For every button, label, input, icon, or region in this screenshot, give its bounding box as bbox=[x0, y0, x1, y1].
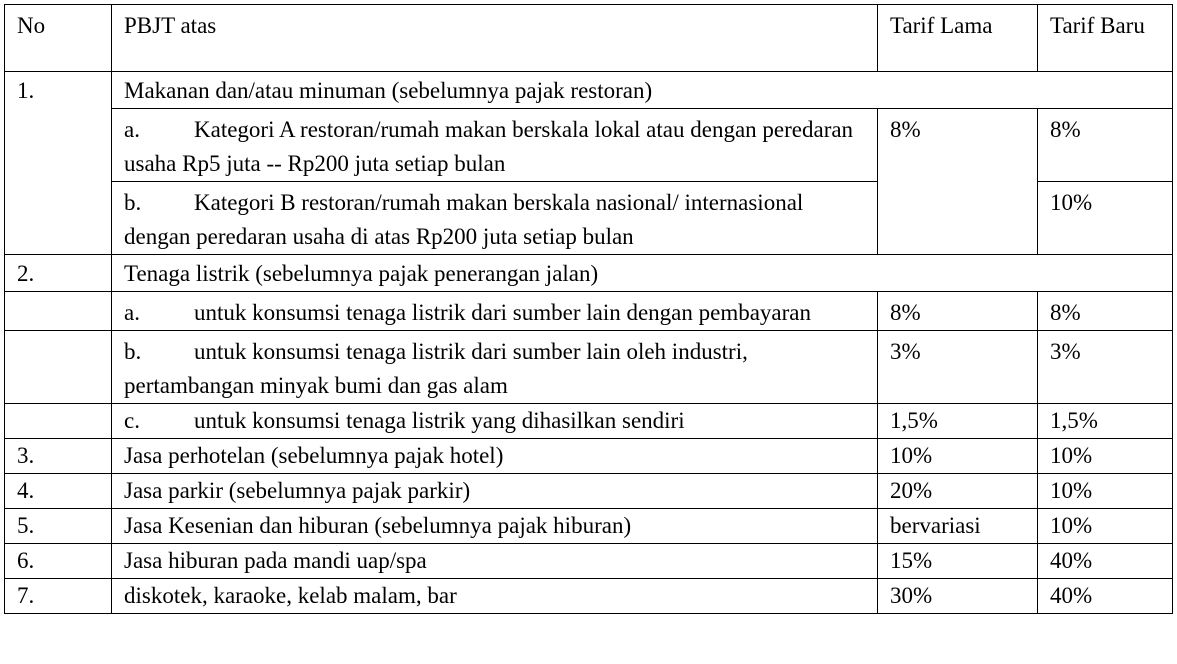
tarif-lama-cell: 10% bbox=[878, 439, 1038, 474]
row-number: 2. bbox=[5, 255, 112, 292]
table-row bbox=[5, 439, 1173, 474]
subitem-text: Kategori A restoran/rumah makan berskala lokal atau dengan peredaran usaha Rp5 juta -- Rp200 juta setiap bulan bbox=[124, 117, 854, 176]
row-number-empty bbox=[5, 331, 112, 404]
table-row bbox=[5, 72, 1173, 109]
tarif-lama-cell: 30% bbox=[878, 579, 1038, 614]
header-row bbox=[5, 5, 1173, 72]
tarif-baru-cell: 10% bbox=[1038, 474, 1173, 509]
row-number: 3. bbox=[5, 439, 112, 474]
subitem-letter: a. bbox=[124, 117, 140, 142]
subitem-text: untuk konsumsi tenaga listrik dari sumber lain oleh industri, pertambangan minyak bumi dan gas alam bbox=[124, 339, 748, 398]
row-number: 5. bbox=[5, 509, 112, 544]
subitem-description bbox=[112, 182, 878, 255]
row-number: 7. bbox=[5, 579, 112, 614]
subitem-text: Kategori B restoran/rumah makan berskala nasional/ internasional dengan peredaran usaha di atas Rp200 juta setiap bulan bbox=[124, 190, 804, 249]
subitem-letter: b. bbox=[124, 190, 142, 215]
subitem-description bbox=[112, 331, 878, 404]
table-row bbox=[5, 544, 1173, 579]
tarif-lama-cell: 1,5% bbox=[878, 404, 1038, 439]
table-row bbox=[5, 474, 1173, 509]
header-no: No bbox=[5, 5, 112, 72]
subitem-text: untuk konsumsi tenaga listrik dari sumber lain dengan pembayaran bbox=[194, 300, 812, 325]
subitem-description bbox=[112, 109, 878, 182]
tarif-baru-cell: 8% bbox=[1038, 292, 1173, 331]
row-number: 6. bbox=[5, 544, 112, 579]
tarif-baru-cell: 40% bbox=[1038, 544, 1173, 579]
subitem-letter: a. bbox=[124, 300, 140, 325]
item-description: Jasa parkir (sebelumnya pajak parkir) bbox=[112, 474, 878, 509]
table-row bbox=[5, 404, 1173, 439]
item-description: diskotek, karaoke, kelab malam, bar bbox=[112, 579, 878, 614]
tarif-lama-cell: bervariasi bbox=[878, 509, 1038, 544]
subitem-text: untuk konsumsi tenaga listrik yang dihasilkan sendiri bbox=[194, 408, 685, 433]
tarif-lama-cell: 8% bbox=[878, 292, 1038, 331]
tarif-lama-cell: 8% bbox=[878, 109, 1038, 255]
tarif-baru-cell: 40% bbox=[1038, 579, 1173, 614]
table-row bbox=[5, 255, 1173, 292]
tarif-lama-cell: 20% bbox=[878, 474, 1038, 509]
tarif-lama-cell: 3% bbox=[878, 331, 1038, 404]
category-title: Tenaga listrik (sebelumnya pajak penerangan jalan) bbox=[112, 255, 1173, 292]
row-number-empty bbox=[5, 292, 112, 331]
tarif-lama-cell: 15% bbox=[878, 544, 1038, 579]
item-description: Jasa hiburan pada mandi uap/spa bbox=[112, 544, 878, 579]
tarif-baru-cell: 10% bbox=[1038, 439, 1173, 474]
table-row bbox=[5, 109, 1173, 182]
row-number: 1. bbox=[5, 72, 112, 255]
header-pbjt: PBJT atas bbox=[112, 5, 878, 72]
item-description: Jasa Kesenian dan hiburan (sebelumnya pajak hiburan) bbox=[112, 509, 878, 544]
tarif-baru-cell: 3% bbox=[1038, 331, 1173, 404]
tarif-pbjt-table bbox=[4, 4, 1173, 614]
table-row bbox=[5, 579, 1173, 614]
header-tarif-baru: Tarif Baru bbox=[1038, 5, 1173, 72]
header-tarif-lama: Tarif Lama bbox=[878, 5, 1038, 72]
subitem-description bbox=[112, 404, 878, 439]
table-row bbox=[5, 292, 1173, 331]
category-title: Makanan dan/atau minuman (sebelumnya pajak restoran) bbox=[112, 72, 1173, 109]
row-number: 4. bbox=[5, 474, 112, 509]
tarif-baru-cell: 8% bbox=[1038, 109, 1173, 182]
subitem-letter: c. bbox=[124, 408, 140, 433]
tarif-baru-cell: 1,5% bbox=[1038, 404, 1173, 439]
table-row bbox=[5, 331, 1173, 404]
subitem-description bbox=[112, 292, 878, 331]
table-row bbox=[5, 509, 1173, 544]
row-number-empty bbox=[5, 404, 112, 439]
tarif-baru-cell: 10% bbox=[1038, 182, 1173, 255]
item-description: Jasa perhotelan (sebelumnya pajak hotel) bbox=[112, 439, 878, 474]
tarif-baru-cell: 10% bbox=[1038, 509, 1173, 544]
subitem-letter: b. bbox=[124, 339, 142, 364]
